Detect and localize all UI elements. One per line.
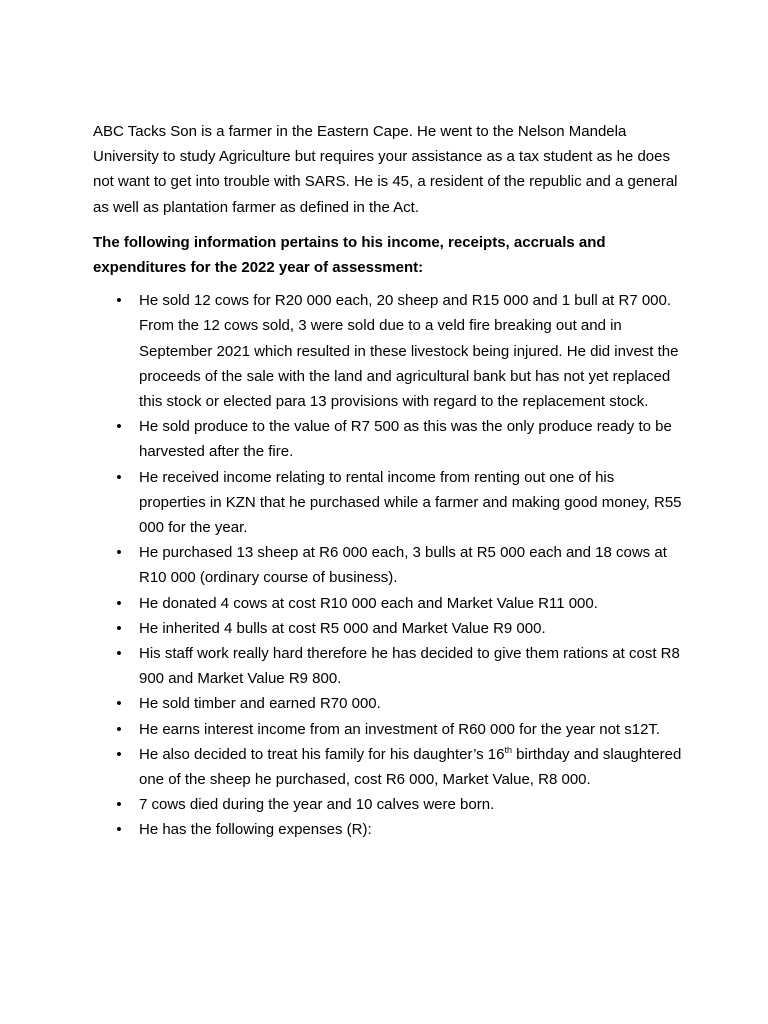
list-item <box>93 288 683 414</box>
bullet-icon: • <box>116 745 122 763</box>
list-item <box>93 465 683 541</box>
list-item-text: He received income relating to rental income from renting out one of his properties in KZN that he purchased while a farmer and making good money, R55 000 for the year. <box>139 468 682 537</box>
ordinal-suffix: th <box>504 744 512 755</box>
bullet-icon: • <box>116 418 122 436</box>
list-item <box>93 414 683 464</box>
list-item <box>93 691 683 716</box>
section-heading: The following information pertains to his income, receipts, accruals and expenditures for the 2022 year of assessment: <box>93 233 606 277</box>
list-item-text: He purchased 13 sheep at R6 000 each, 3 bulls at R5 000 each and 18 cows at R10 000 (ordinary course of business). <box>139 544 667 587</box>
list-item <box>93 591 683 616</box>
document-page <box>93 119 683 843</box>
list-item-text: He sold timber and earned R70 000. <box>139 695 381 713</box>
list-item-birthday <box>93 742 683 792</box>
bullet-icon: • <box>116 468 122 486</box>
bullet-icon: • <box>116 292 122 310</box>
list-item-text: He earns interest income from an investment of R60 000 for the year not s12T. <box>139 720 661 738</box>
list-item-text: He sold 12 cows for R20 000 each, 20 sheep and R15 000 and 1 bull at R7 000. From the 12 cows sold, 3 were sold due to a veld fire breaking out and in September 2021 which resulted in these livestock being injured. He did invest the proceeds of the sale with the land and agricultural bank but has not yet replaced this stock or elected para 13 provisions with regard to the replacement stock. <box>139 292 679 411</box>
list-item-text: He donated 4 cows at cost R10 000 each and Market Value R11 000. <box>139 594 598 612</box>
intro-paragraph: ABC Tacks Son is a farmer in the Eastern Cape. He went to the Nelson Mandela University to study Agriculture but requires your assistance as a tax student as he does not want to get into trouble with SARS. He is 45, a resident of the republic and a general as well as plantation farmer as defined in the Act. <box>93 123 678 216</box>
bullet-icon: • <box>116 720 122 738</box>
list-item-text: His staff work really hard therefore he has decided to give them rations at cost R8 900 and Market Value R9 800. <box>139 645 680 688</box>
list-item-text: He inherited 4 bulls at cost R5 000 and Market Value R9 000. <box>139 619 546 637</box>
birthday-text-after: birthday and slaughtered one of the sheep he purchased, cost R6 000, Market Value, R8 000. <box>139 745 682 789</box>
bullet-icon: • <box>116 619 122 637</box>
bullet-icon: • <box>116 821 122 839</box>
bullet-icon: • <box>116 695 122 713</box>
list-item <box>93 717 683 742</box>
bullet-icon: • <box>116 594 122 612</box>
bullet-icon: • <box>116 544 122 562</box>
list-item <box>93 540 683 590</box>
list-item <box>93 817 683 842</box>
bullet-icon: • <box>116 796 122 814</box>
birthday-text-before: He also decided to treat his family for his daughter’s 16 <box>139 745 505 763</box>
list-item <box>93 616 683 641</box>
list-item <box>93 792 683 817</box>
bullet-icon: • <box>116 645 122 663</box>
list-item-text: 7 cows died during the year and 10 calves were born. <box>139 796 495 814</box>
list-item-text: He has the following expenses (R): <box>139 821 372 839</box>
list-item <box>93 641 683 691</box>
bullet-list <box>93 288 683 842</box>
list-item-text: He sold produce to the value of R7 500 as this was the only produce ready to be harvested after the fire. <box>139 418 672 461</box>
